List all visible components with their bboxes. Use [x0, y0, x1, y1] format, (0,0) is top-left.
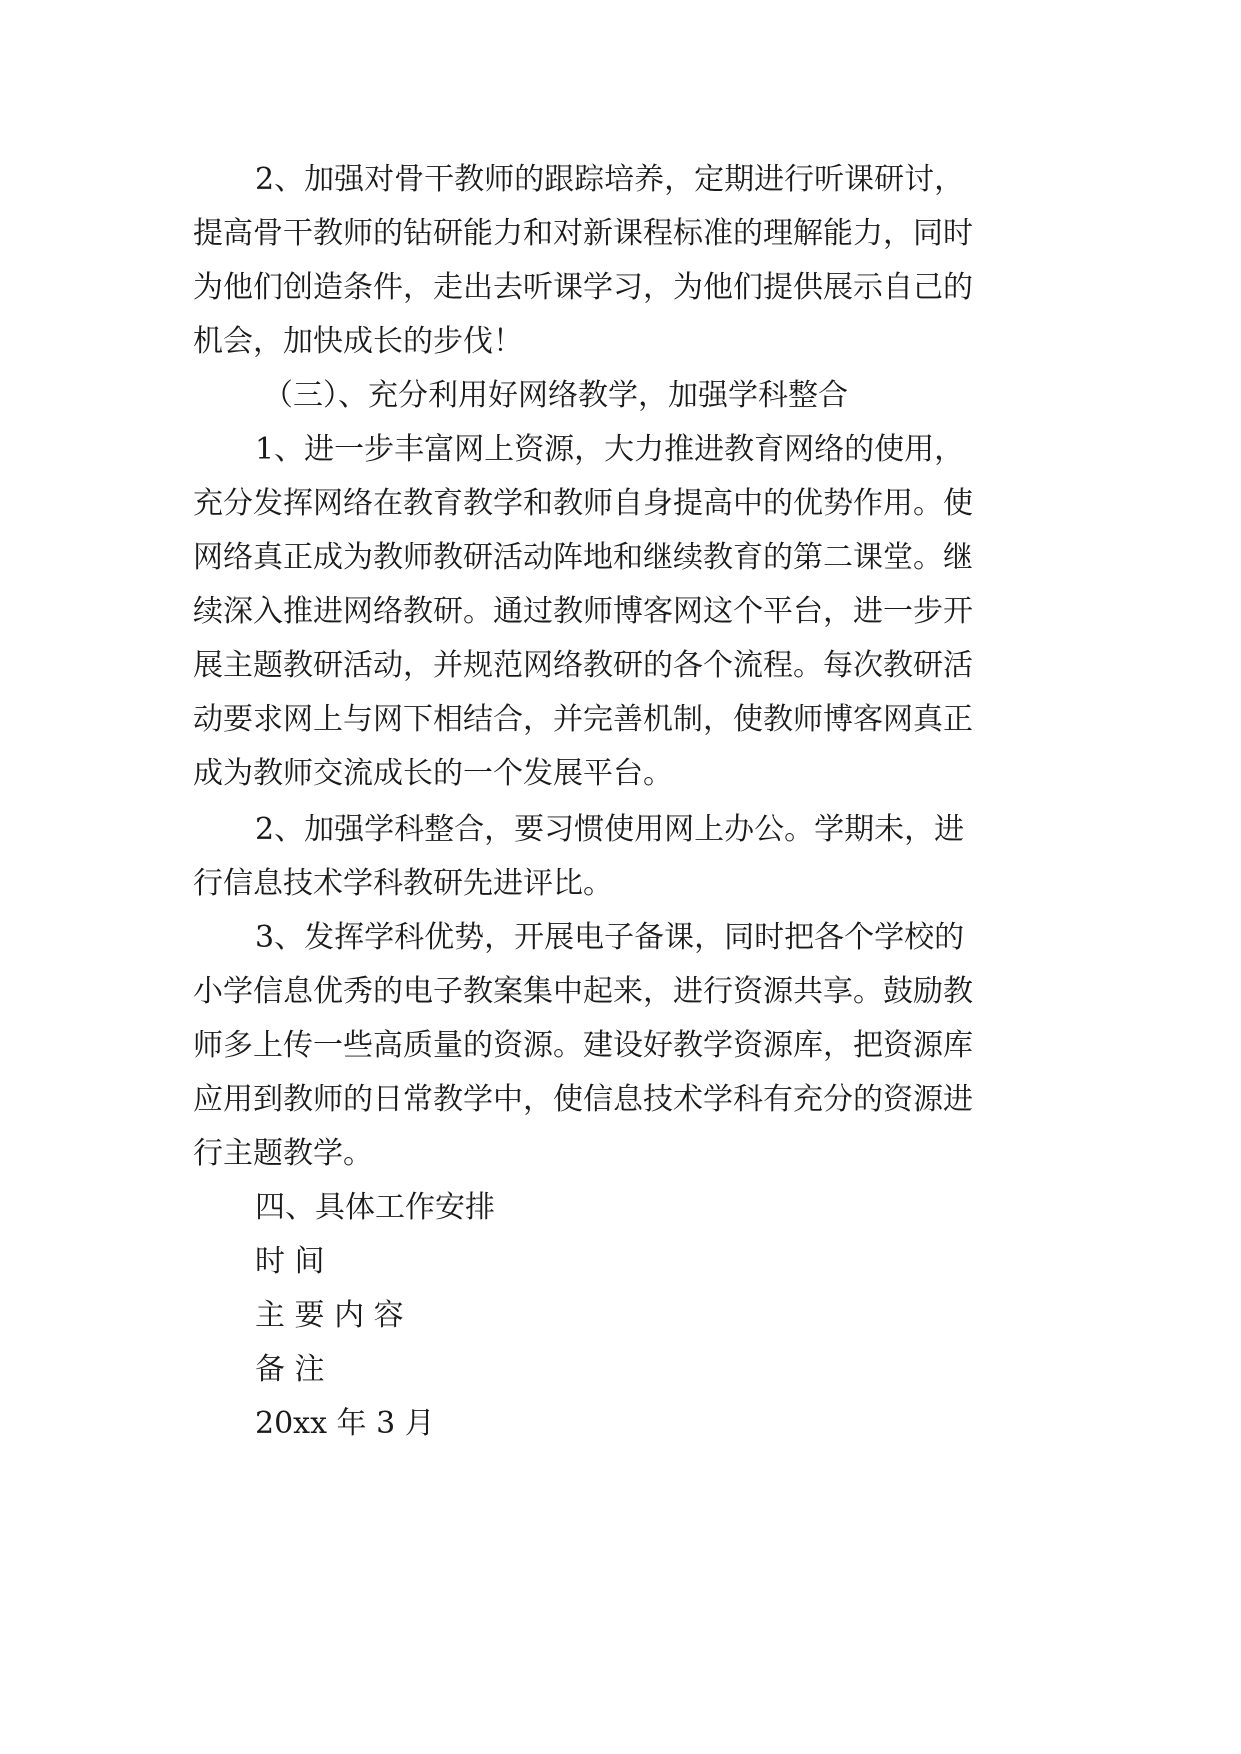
- section-3-heading: （三）、充分利用好网络教学，加强学科整合: [263, 378, 848, 413]
- para-2-line-4: 机会，加快成长的步伐！: [193, 324, 523, 359]
- table-first-date: 20xx 年 3 月: [255, 1406, 435, 1441]
- table-header-notes: 备 注: [255, 1352, 325, 1387]
- item-1-line-4: 续深入推进网络教研。通过教师博客网这个平台，进一步开: [193, 594, 973, 629]
- item-3-line-3: 师多上传一些高质量的资源。建设好教学资源库，把资源库: [193, 1028, 973, 1063]
- item-2-line-1: 2、加强学科整合，要习惯使用网上办公。学期未，进: [255, 812, 965, 847]
- para-2-line-3: 为他们创造条件，走出去听课学习，为他们提供展示自己的: [193, 270, 973, 305]
- para-2-line-2: 提高骨干教师的钻研能力和对新课程标准的理解能力，同时: [193, 216, 973, 251]
- item-3-line-5: 行主题教学。: [193, 1136, 373, 1171]
- item-3-line-1: 3、发挥学科优势，开展电子备课，同时把各个学校的: [255, 920, 965, 955]
- item-1-line-2: 充分发挥网络在教育教学和教师自身提高中的优势作用。使: [193, 486, 973, 521]
- item-1-line-3: 网络真正成为教师教研活动阵地和继续教育的第二课堂。继: [193, 540, 973, 575]
- item-1-line-1: 1、进一步丰富网上资源，大力推进教育网络的使用，: [255, 432, 965, 467]
- para-2-line-1: 2、加强对骨干教师的跟踪培养，定期进行听课研讨，: [255, 162, 965, 197]
- item-2-line-2: 行信息技术学科教研先进评比。: [193, 866, 613, 901]
- item-1-line-5: 展主题教研活动，并规范网络教研的各个流程。每次教研活: [193, 648, 973, 683]
- item-3-line-2: 小学信息优秀的电子教案集中起来，进行资源共享。鼓励教: [193, 974, 973, 1009]
- table-header-content: 主 要 内 容: [255, 1298, 404, 1333]
- section-4-heading: 四、具体工作安排: [255, 1190, 495, 1225]
- item-3-line-4: 应用到教师的日常教学中，使信息技术学科有充分的资源进: [193, 1082, 973, 1117]
- table-header-time: 时 间: [255, 1244, 325, 1279]
- item-1-line-6: 动要求网上与网下相结合，并完善机制，使教师博客网真正: [193, 702, 973, 737]
- item-1-line-7: 成为教师交流成长的一个发展平台。: [193, 756, 673, 791]
